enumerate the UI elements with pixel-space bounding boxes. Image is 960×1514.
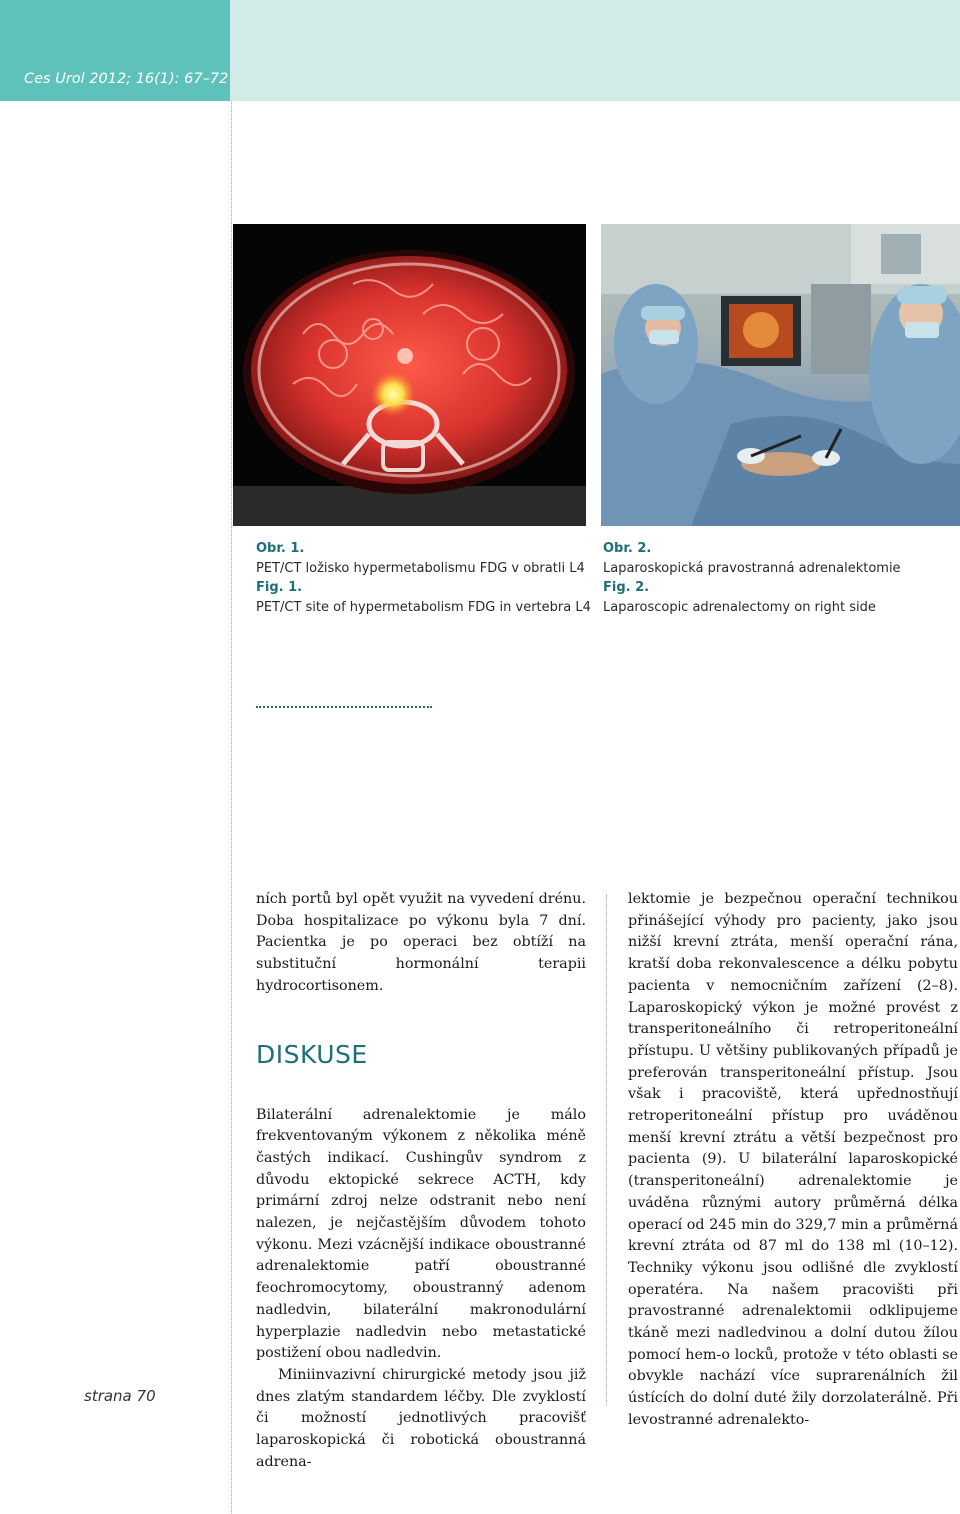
figure-2-caption	[603, 539, 901, 617]
figure-2-label-en: Fig. 2.	[603, 580, 650, 595]
figure-2-caption-cz: Laparoskopická pravostranná adrenalektomie	[603, 560, 901, 576]
figure-1-caption-en: PET/CT site of hypermetabolism FDG in vertebra L4	[256, 599, 591, 615]
figure-2-caption-en: Laparoscopic adrenalectomy on right side	[603, 599, 876, 615]
journal-reference: Ces Urol 2012; 16(1): 67–72	[24, 71, 229, 87]
article-column-right	[628, 889, 958, 1432]
article-paragraph: ních portů byl opět využit na vyvedení drénu. Doba hospitalizace po výkonu byla 7 dní. Pacientka je po operaci bez obtíží na substituční hormonální terapii hydrocortisonem.	[256, 891, 586, 994]
pet-ct-abdominal-scan-image	[233, 224, 586, 526]
article-paragraph: Bilaterální adrenalektomie je málo frekventovaným výkonem z několika méně častých indikací. Cushingův syndrom z důvodu ektopické sekrece ACTH, kdy primární zdroj nelze odstranit nebo není nalezen, je nejčastějším důvodem tohoto výkonu. Mezi vzácnější indikace oboustranné adrenalektomie patří oboustranné feochromocytomy, oboustranný adenom nadledvin, bilaterální makronodulární hyperplazie nadledvin nebo metastatické postižení obou nadledvin.	[256, 1106, 586, 1362]
article-paragraph: Miniinvazivní chirurgické metody jsou již dnes zlatým standardem léčby. Dle zvyklostí či možností jednotlivých pracovišť laparoskopická či robotická oboustranná adrena-	[256, 1366, 586, 1470]
section-heading-diskuse: DISKUSE	[256, 1039, 368, 1069]
header-band	[230, 0, 960, 101]
page-number: strana 70	[84, 1387, 156, 1405]
figure-2-label-cz: Obr. 2.	[603, 541, 652, 556]
figure-1-label-cz: Obr. 1.	[256, 541, 305, 556]
margin-divider	[231, 101, 232, 1514]
column-divider	[606, 895, 607, 1405]
article-paragraph: lektomie je bezpečnou operační technikou přinášející výhody pro pacienty, jako jsou nižší krevní ztráta, menší operační rána, kratší doba rekonvalescence a délku pobytu pacienta v nemocničním zařízení (2–8). Laparoskopický výkon je možné provést z transperitoneálního či retroperitoneální přístupu. U většiny publikovaných případů je preferován transperitoneální přístup. Jsou však i pracoviště, která upřednostňují retroperitoneální přístup pro uváděnou menší krevní ztrátu a větší bezpečnost pro pacienta (9). U bilaterální laparoskopické (transperitoneální) adrenalektomie je uváděna různými autory průměrná délka operací od 245 min do 329,7 min a průměrná krevní ztráta od 87 ml do 138 ml (10–12). Techniky výkonu jsou odlišné dle zvyklostí operatéra. Na našem pracovišti při pravostranné adrenalektomii odklipujeme tkáně mezi nadledvinou a dolní dutou žílou pomocí hem-o locků, protože v této oblasti se obvykle nachází více suprarenálních žil ústících do dolní duté žily dorzolaterálně. Při levostranné adrenalekto-	[628, 891, 958, 1428]
figure-1-caption-cz: PET/CT ložisko hypermetabolismu FDG v obratli L4	[256, 560, 585, 576]
section-separator	[256, 706, 432, 708]
figure-1-label-en: Fig. 1.	[256, 580, 303, 595]
article-column-left	[256, 889, 586, 1473]
laparoscopic-surgery-photo	[601, 224, 960, 526]
figure-1-caption	[256, 539, 591, 617]
